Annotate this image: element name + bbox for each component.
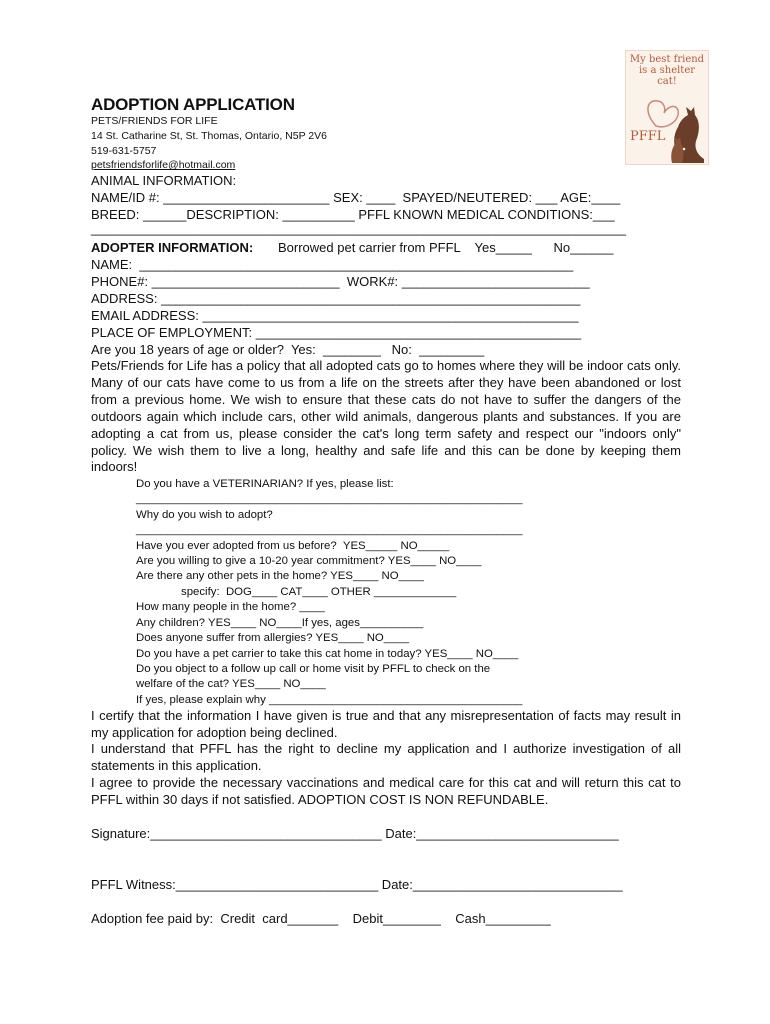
certify-paragraph: I certify that the information I have given is true and that any misrepresentation of facts may result in my application for adoption being declined. (91, 708, 681, 740)
adopted-before-question[interactable]: Have you ever adopted from us before? YES_____ NO_____ (136, 540, 450, 552)
adopter-heading: ADOPTER INFORMATION: (91, 240, 254, 255)
page-title: ADOPTION APPLICATION (91, 95, 295, 114)
name-field[interactable]: NAME: ____________________________________________________________ (91, 257, 574, 272)
fee-payment-field[interactable]: Adoption fee paid by: Credit card_______ Debit________ Cash_________ (91, 911, 551, 926)
people-count-question[interactable]: How many people in the home? ____ (136, 601, 325, 613)
vet-question: Do you have a VETERINARIAN? If yes, please list: (136, 478, 394, 490)
logo-abbr: PFFL (630, 129, 666, 144)
phone-work-field[interactable]: PHONE#: __________________________ WORK#: __________________________ (91, 274, 590, 289)
vaccination-paragraph: I agree to provide the necessary vaccinations and medical care for this cat and will return this cat to PFFL within 30 days if not satisfied. ADOPTION COST IS NON REFUNDABLE. (91, 775, 681, 807)
explain-field[interactable]: If yes, please explain why ________________________________________ (136, 694, 523, 706)
followup-question-line1: Do you object to a follow up call or home visit by PFFL to check on the (136, 663, 491, 675)
pet-carrier-question[interactable]: Do you have a pet carrier to take this cat home in today? YES____ NO____ (136, 648, 519, 660)
vet-answer-line[interactable]: _____________________________________________________________ (136, 493, 523, 505)
signature-date-field[interactable]: Signature:________________________________ Date:____________________________ (91, 826, 619, 841)
org-name: PETS/FRIENDS FOR LIFE (91, 115, 218, 127)
why-answer-line[interactable]: _____________________________________________________________ (136, 524, 523, 536)
carrier-borrowed-field[interactable]: Borrowed pet carrier from PFFL Yes_____ No______ (278, 240, 614, 255)
why-question: Why do you wish to adopt? (136, 509, 273, 521)
employment-field[interactable]: PLACE OF EMPLOYMENT: _____________________________________________ (91, 325, 582, 340)
email-field[interactable]: EMAIL ADDRESS: ____________________________________________________ (91, 308, 579, 323)
pets-specify-field[interactable]: specify: DOG____ CAT____ OTHER _____________ (181, 586, 457, 598)
cat-heart-icon (626, 51, 708, 164)
indoor-policy-paragraph: Pets/Friends for Life has a policy that all adopted cats go to homes where they will be indoor cats only. Many of our cats have come to us from a life on the streets after they have been abandoned or lost from a previous home. We wish to ensure that these cats do not have to suffer the dangers of the outdoors again which include cars, other wild animals, dangerous plants and substances. If you are adopting a cat from us, please consider the cat's long term safety and respect our "indoors only" policy. We wish them to live a long, healthy and safe life and this can be done by keeping them indoors! (91, 358, 681, 475)
org-email: petsfriendsforlife@hotmail.com (91, 159, 236, 171)
followup-question-line2[interactable]: welfare of the cat? YES____ NO____ (136, 678, 326, 690)
witness-date-field[interactable]: PFFL Witness:____________________________ Date:_____________________________ (91, 877, 623, 892)
address-field[interactable]: ADDRESS: __________________________________________________________ (91, 291, 581, 306)
allergies-question[interactable]: Does anyone suffer from allergies? YES____ NO____ (136, 632, 410, 644)
org-address: 14 St. Catharine St, St. Thomas, Ontario, N5P 2V6 (91, 130, 327, 142)
org-phone: 519-631-5757 (91, 145, 157, 157)
animal-heading: ANIMAL INFORMATION: (91, 173, 237, 188)
other-pets-question[interactable]: Are there any other pets in the home? YES____ NO____ (136, 570, 424, 582)
children-question[interactable]: Any children? YES____ NO____If yes, ages__________ (136, 617, 424, 629)
age-question[interactable]: Are you 18 years of age or older? Yes: ________ No: _________ (91, 342, 485, 357)
decline-paragraph: I understand that PFFL has the right to decline my application and I authorize investigation of all statements in this application. (91, 741, 681, 773)
animal-line-1[interactable]: NAME/ID #: _______________________ SEX: ____ SPAYED/NEUTERED: ___ AGE:____ (91, 190, 621, 205)
animal-line-2[interactable]: BREED: ______DESCRIPTION: __________ PFFL KNOWN MEDICAL CONDITIONS:___ (91, 207, 615, 222)
animal-line-3[interactable]: __________________________________________________________________________ (91, 221, 627, 236)
pffl-logo (625, 50, 709, 165)
commitment-question[interactable]: Are you willing to give a 10-20 year commitment? YES____ NO____ (136, 555, 482, 567)
logo-tagline: My best friend is a shelter cat! (629, 54, 705, 87)
